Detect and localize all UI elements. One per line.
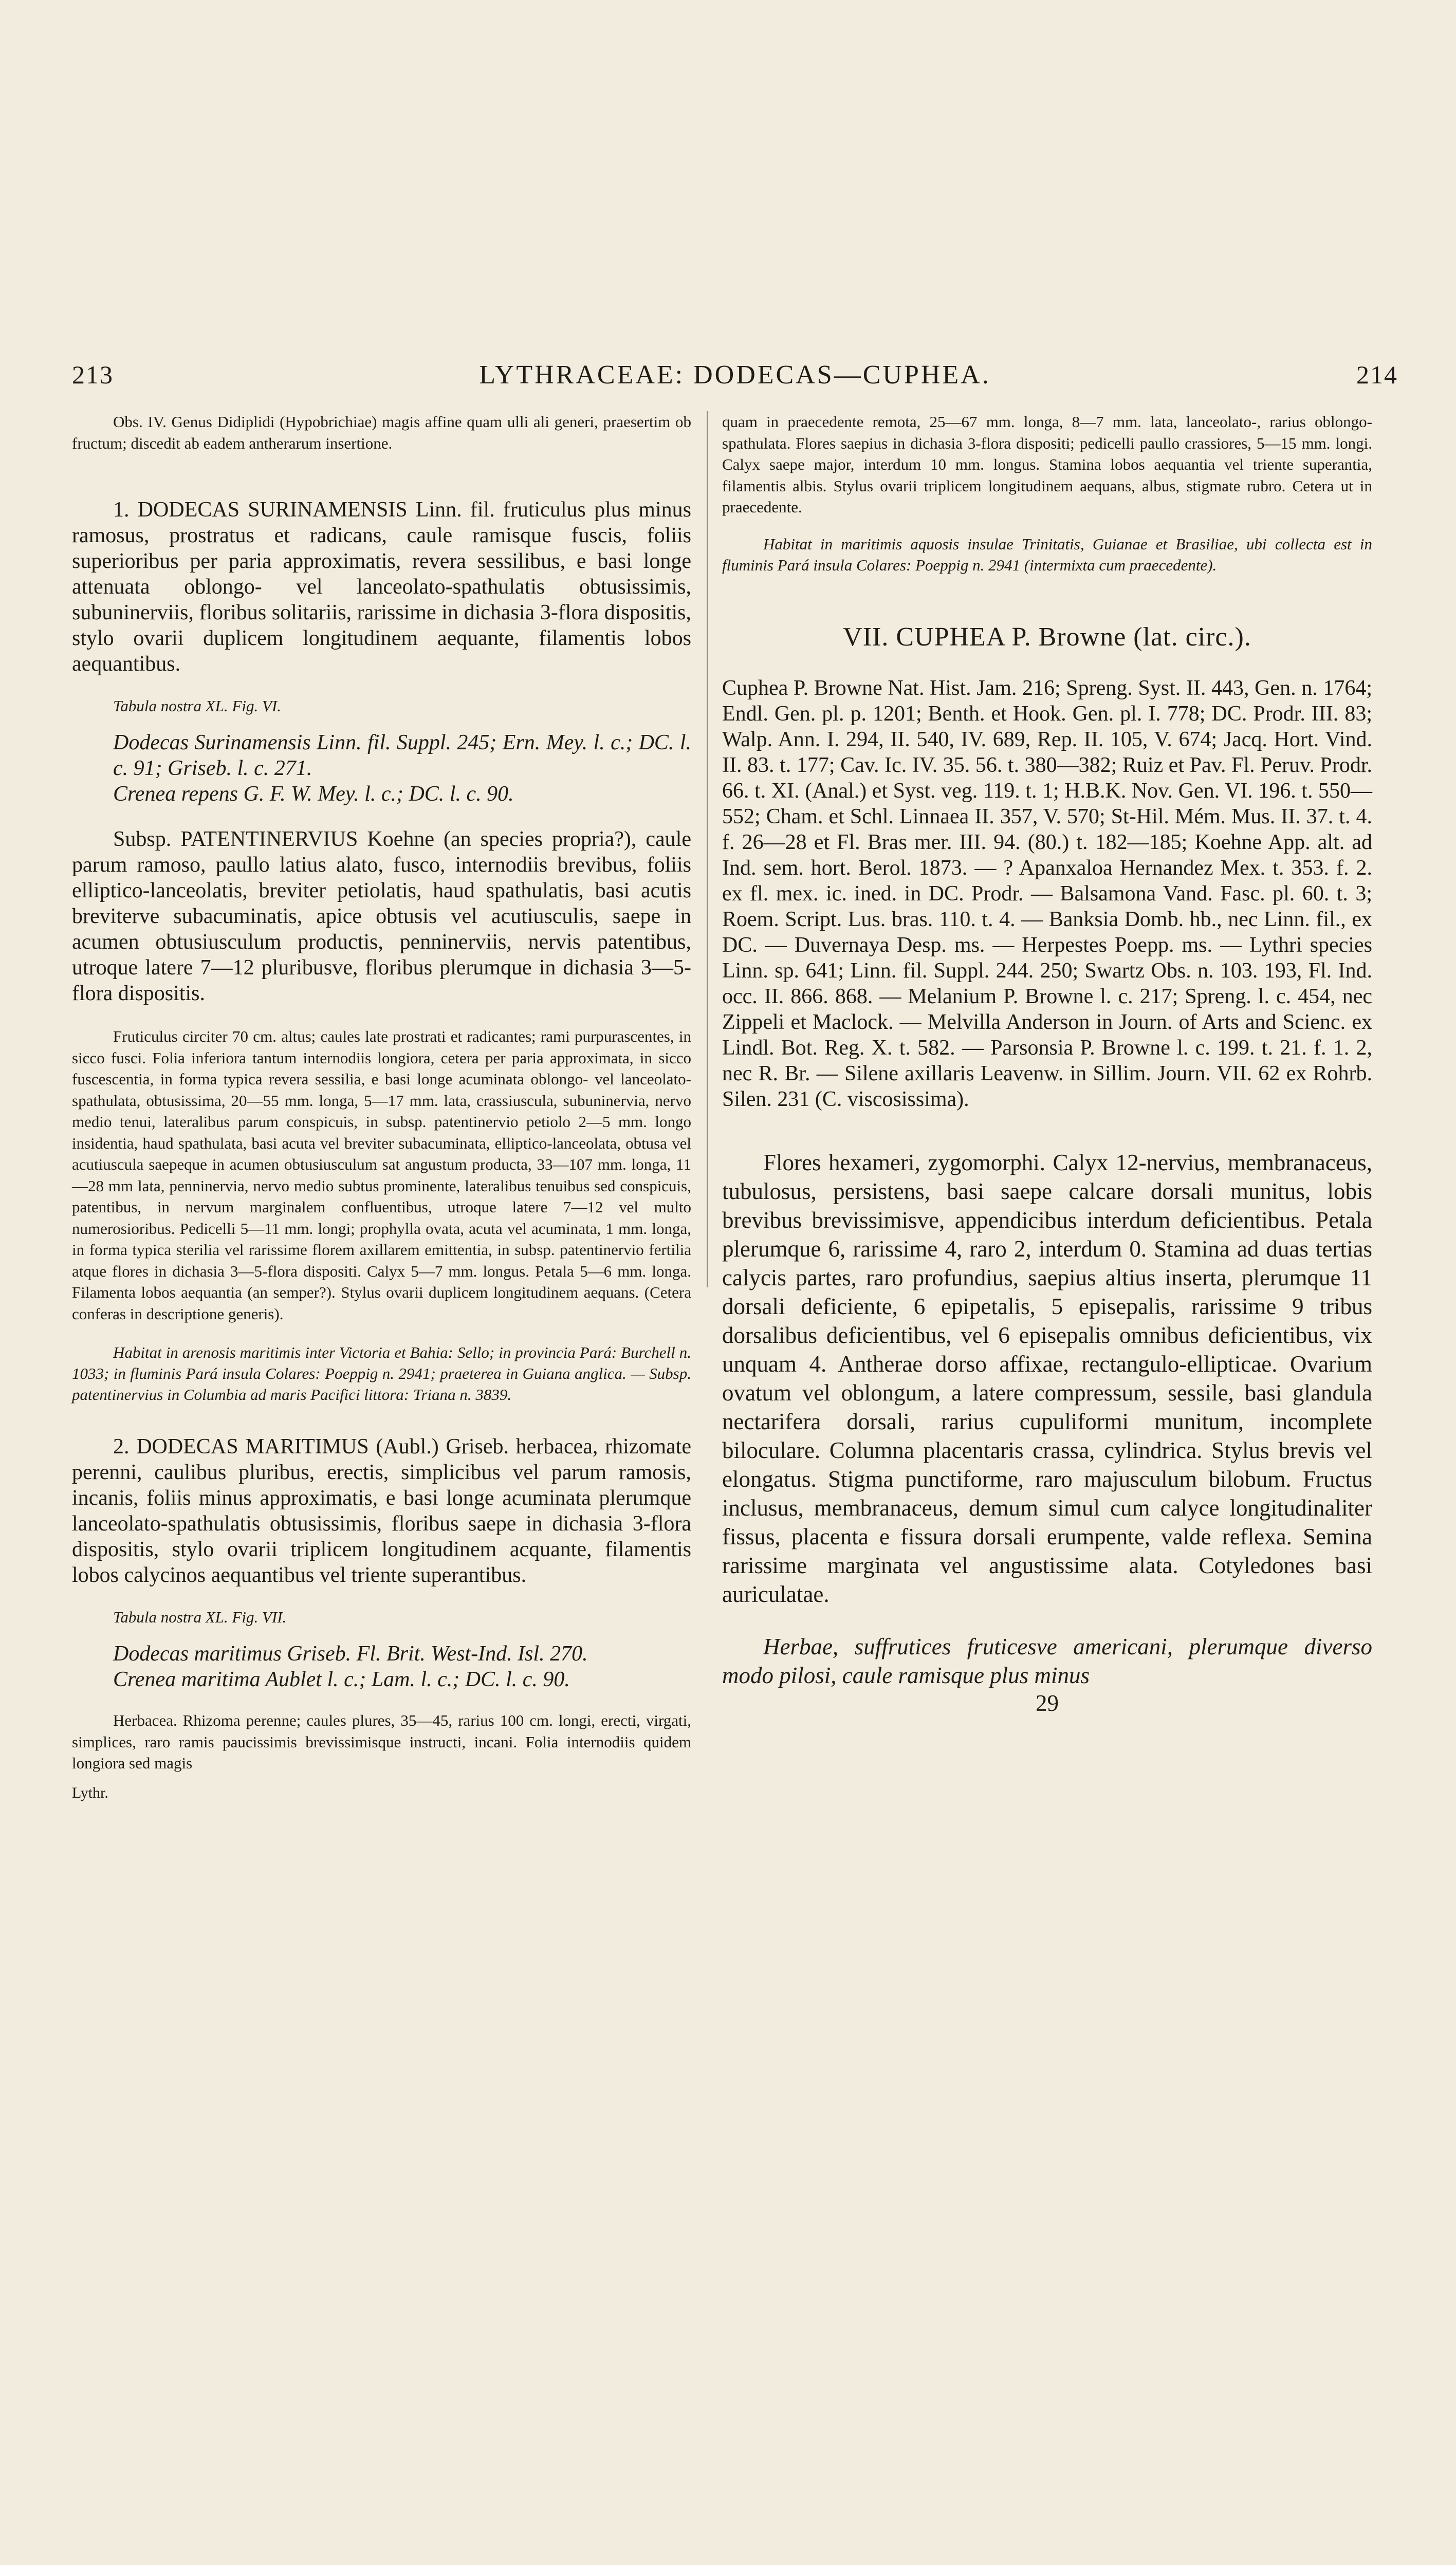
species-2-habitat: Habitat in maritimis aquosis insulae Trinitatis, Guianae et Brasiliae, ubi collecta est in fluminis Pará insula Colares: Poeppig n. 2941 (intermixta cum praecedente). (722, 534, 1372, 574)
running-title: LYTHRACEAE: DODECAS—CUPHEA. (479, 360, 991, 390)
species-1-diagnosis: 1. DODECAS SURINAMENSIS Linn. fil. fruticulus plus minus ramosus, prostratus et radicans, caule ramisque fuscis, foliis superioribus per paria approximatis, revera sessilibus, e basi longe attenuata oblongo- vel lanceolato-spathulatis obtusissimis, subuninerviis, floribus solitariis, rarissime in dichasia 3-flora dispositis, stylo ovarii duplicem longitudinem aequante, filamentis lobos aequantibus. (72, 498, 691, 676)
genus-description: Flores hexameri, zygomorphi. Calyx 12-nervius, membranaceus, tubulosus, persistens, basi saepe calcare dorsali munitus, lobis brevibus brevissimisve, appendicibus interdum deficientibus. Petala plerumque 6, rarissime 4, raro 2, interdum 0. Stamina ad duas tertias calycis partes, raro profundius, saepius altius inserta, plerumque 11 dorsali deficiente, 6 epipetalis, 5 episepalis, rarissime 9 tribus dorsalibus deficientibus, vel 6 episepalis omnibus deficientibus, vix unquam 4. Antherae dorso affixae, rectangulo-ellipticae. Ovarium ovatum vel oblongum, a latere compressum, sessile, basi glandula nectarifera dorsali, rarius cupuliformi munitum, incomplete biloculare. Columna placentaris crassa, cylindrica. Stylus brevis vel elongatus. Stigma punctiforme, raro majusculum bilobum. Fructus inclusus, membranaceus, demum simul cum calyce longitudinaliter fissus, placenta e fissura dorsali erumpente, valde reflexa. Semina rarissime marginata vel angustissime alata. Cotyledones basi auriculatae. (722, 1149, 1372, 1607)
species-2-plate-reference: Tabula nostra XL. Fig. VII. (113, 1608, 287, 1626)
species-2-citation-1: Dodecas maritimus Griseb. Fl. Brit. West-Ind. Isl. 270. (113, 1642, 588, 1666)
right-column (722, 411, 1372, 1717)
species-1-habitat: Habitat in arenosis maritimis inter Victoria et Bahia: Sello; in provincia Pará: Burchell n. 1033; in fluminis Pará insula Colares: Poeppig n. 2941; praeterea in Guiana anglica. — Subsp. patentinervius in Columbia ad maris Pacifici littora: Triana n. 3839. (72, 1343, 691, 1404)
species-2-citation-2: Crenea maritima Aublet l. c.; Lam. l. c.; DC. l. c. 90. (113, 1668, 570, 1691)
species-1-citation-1: Dodecas Surinamensis Linn. fil. Suppl. 245; Ern. Mey. l. c.; DC. l. c. 91; Griseb. l. c. 271. (113, 731, 691, 780)
continued-description: quam in praecedente remota, 25—67 mm. longa, 8—7 mm. lata, lanceolato-, rarius oblongo-spathulata. Flores saepius in dichasia 3-flora dispositi; pedicelli paullo crassiores, 5—15 mm. longi. Calyx saepe major, interdum 10 mm. longus. Stamina lobos aequantia vel triente superantia, filamentis albis. Stylus ovarii triplicem longitudinem aequans, albus, stigmate rubro. Cetera ut in praecedente. (722, 413, 1372, 516)
running-header (72, 360, 1398, 396)
sheet-number: 29 (1036, 1690, 1059, 1716)
species-2-diagnosis: 2. DODECAS MARITIMUS (Aubl.) Griseb. herbacea, rhizomate perenni, caulibus pluribus, erectis, simplicibus vel parum ramosis, incanis, foliis minus approximatis, e basi longe acuminata plerumque lanceolato-spathulatis obtusissimis, floribus saepe in dichasia 3-flora dispositis, stylo ovarii triplicem longitudinem acquante, filamentis lobos calycinos aequantibus vel triente superantibus. (72, 1435, 691, 1587)
species-1-description: Fruticulus circiter 70 cm. altus; caules late prostrati et radicantes; rami purpurascentes, in sicco fusci. Folia inferiora tantum internodiis longiora, cetera per paria approximata, in sicco fuscescentia, in forma typica revera sessilia, e basi longe acuminata oblongo- vel lanceolato-spathulata, obtusissima, 20—55 mm. longa, 5—17 mm. lata, crassiuscula, subuninervia, nervo medio tenui, lateralibus parum conspicuis, in subsp. patentinervio petiolo 2—5 mm. longo insidentia, haud spathulata, basi acuta vel breviter subacuminata, elliptico-lanceolata, obtusa vel acutiuscula saepeque in acumen obtusiusculum sat angustum producta, 33—107 mm. longa, 11—28 mm lata, penninervia, nervo medio subtus prominente, lateralibus tenuibus sed conspicuis, patentibus, in nervum marginalem confluentibus, utroque latere 7—12 vel multo numerosioribus. Pedicelli 5—11 mm. longi; prophylla ovata, acuta vel acuminata, 1 mm. longa, in forma typica sterilia vel rarissime florem axillarem emittentia, in subsp. patentinervio fertilia atque flores in dichasia 3—5-flora dispositi. Calyx 5—7 mm. longus. Petala 5—6 mm. longa. Filamenta lobos aequantia (an semper?). Stylus ovarii duplicem longitudinem aequans. (Cetera conferas in descriptione generis). (72, 1027, 691, 1323)
page-number-left: 213 (72, 360, 114, 389)
signature-mark: Lythr. (72, 1784, 108, 1801)
left-column (72, 411, 691, 1802)
species-2-description: Herbacea. Rhizoma perenne; caules plures, 35—45, rarius 100 cm. longi, erecti, virgati, simplices, raro ramis paucissimis brevissimisque instructi, incani. Folia internodiis quidem longiora sed magis (72, 1711, 691, 1772)
column-divider (707, 411, 708, 1287)
species-1-plate-reference: Tabula nostra XL. Fig. VI. (113, 697, 281, 715)
obs-paragraph: Obs. IV. Genus Didiplidi (Hypobrichiae) magis affine quam ulli ali generi, praesertim ob fructum; discedit ab eadem antherarum insertione. (72, 413, 691, 452)
page-number-right: 214 (1356, 360, 1398, 389)
species-1-citation-2: Crenea repens G. F. W. Mey. l. c.; DC. l. c. 90. (113, 782, 514, 806)
genus-title: VII. CUPHEA P. Browne (lat. circ.). (843, 622, 1251, 652)
genus-habit-paragraph: Herbae, suffrutices fruticesve americani, plerumque diverso modo pilosi, caule ramisque plus minus (722, 1633, 1372, 1688)
genus-synonymy: Cuphea P. Browne Nat. Hist. Jam. 216; Spreng. Syst. II. 443, Gen. n. 1764; Endl. Gen. pl. p. 1201; Benth. et Hook. Gen. pl. I. 778; DC. Prodr. III. 83; Walp. Ann. I. 294, II. 540, IV. 689, Rep. II. 105, V. 674; Jacq. Hort. Vind. II. 83. t. 177; Cav. Ic. IV. 35. 56. t. 380—382; Ruiz et Pav. Fl. Peruv. Prodr. 66. t. XI. (Anal.) et Syst. veg. 119. t. 1; H.B.K. Nov. Gen. VI. 196. t. 550—552; Cham. et Schl. Linnaea II. 357, V. 570; St-Hil. Mém. Mus. II. 37. t. 4. f. 26—28 et Fl. Bras mer. III. 94. (80.) t. 182—185; Koehne App. alt. ad Ind. sem. hort. Berol. 1873. — ? Apanxaloa Hernandez Mex. t. 353. f. 2. ex fl. mex. ic. ined. in DC. Prodr. — Balsamona Vand. Fasc. pl. 60. t. 3; Roem. Script. Lus. bras. 110. t. 4. — Banksia Domb. hb., nec Linn. fil., ex DC. — Duvernaya Desp. ms. — Herpestes Poepp. ms. — Lythri species Linn. sp. 641; Linn. fil. Suppl. 244. 250; Swartz Obs. n. 103. 193, Fl. Ind. occ. II. 866. 868. — Melanium P. Browne l. c. 217; Spreng. l. c. 454, nec Zippeli et Maclock. — Melvilla Anderson in Journ. of Arts and Scienc. ex Lindl. Bot. Reg. X. t. 582. — Parsonsia P. Browne l. c. 199. t. 21. f. 1. 2, nec R. Br. — Silene axillaris Leavenw. in Sillim. Journ. VII. 62 ex Rohrb. Silen. 231 (C. viscosissima). (722, 676, 1372, 1111)
subspecies-diagnosis: Subsp. PATENTINERVIUS Koehne (an species propria?), caule parum ramoso, paullo latius alato, fusco, internodiis brevibus, foliis elliptico-lanceolatis, breviter petiolatis, haud spathulatis, basi acutis breviterve subacuminatis, apice obtusis vel acutiusculis, saepe in acumen obtusiusculum productis, penninerviis, nervis patentibus, utroque latere 7—12 pluribusve, floribus plerumque in dichasia 3—5-flora dispositis. (72, 827, 691, 1005)
